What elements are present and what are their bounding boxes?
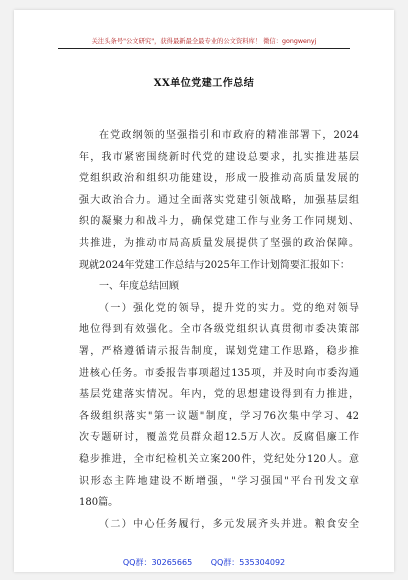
body-line: 党组织政治和组织功能建设，形成一股推动高质量发展的 <box>79 173 359 185</box>
body-line: 年，我市紧密围绕新时代党的建设总要求，扎实推进基层 <box>79 151 359 163</box>
body-line: （二）中心任务履行，多元发展齐头并进。粮食安全 <box>99 518 359 530</box>
body-line: 基层党建落实情况。年内，党的思想建设得到有力推进， <box>79 389 359 401</box>
footer-contacts <box>14 557 394 568</box>
body-line: 稳步推进，全市纪检机关立案200件，党纪处分120人。意 <box>79 453 359 465</box>
header-divider <box>58 48 350 49</box>
body-line: 织的凝聚力和战斗力，确保党建工作与业务工作同规划、 <box>79 216 359 228</box>
document-title: XX单位党建工作总结 <box>153 78 255 89</box>
document-page <box>14 10 394 572</box>
footer-qq-group-1: QQ群：30265665 <box>122 558 193 567</box>
body-line: 署，严格遵循请示报告制度，谋划党建工作思路，稳步推 <box>79 345 359 357</box>
body-line: 次专题研讨，覆盖党员群众超12.5万人次。反腐倡廉工作 <box>79 432 359 444</box>
body-line: 在党政纲领的坚强指引和市政府的精准部署下，2024 <box>99 130 359 141</box>
body-line: 各级组织落实"第一议题"制度，学习76次集中学习、42 <box>79 410 359 422</box>
body-line: 180篇。 <box>79 497 119 509</box>
body-line: 强大政治合力。通过全面落实党建引领战略，加强基层组 <box>79 194 359 206</box>
body-line: （一）强化党的领导，提升党的实力。党的绝对领导 <box>99 302 359 314</box>
body-line: 识形态主阵地建设不断增强，"学习强国"平台刊发文章 <box>79 475 359 487</box>
footer-qq-group-2: QQ群：535304092 <box>210 558 286 567</box>
body-line: 现就2024年党建工作总结与2025年工作计划简要汇报如下： <box>79 259 350 271</box>
body-line: 共推进，为推动市局高质量发展提供了坚强的政治保障。 <box>79 237 359 249</box>
body-line: 地位得到有效强化。全市各级党组织认真贯彻市委决策部 <box>79 324 359 336</box>
document-body <box>79 125 359 535</box>
header-note: 关注头条号"公文研究"，获得最新最全最专业的公文资料库！ 微信：gongwenyj <box>91 38 317 45</box>
body-line: 进核心任务。市委报告事项超过135项，并及时向市委沟通 <box>79 367 359 379</box>
section-heading: 一、年度总结回顾 <box>99 281 179 293</box>
